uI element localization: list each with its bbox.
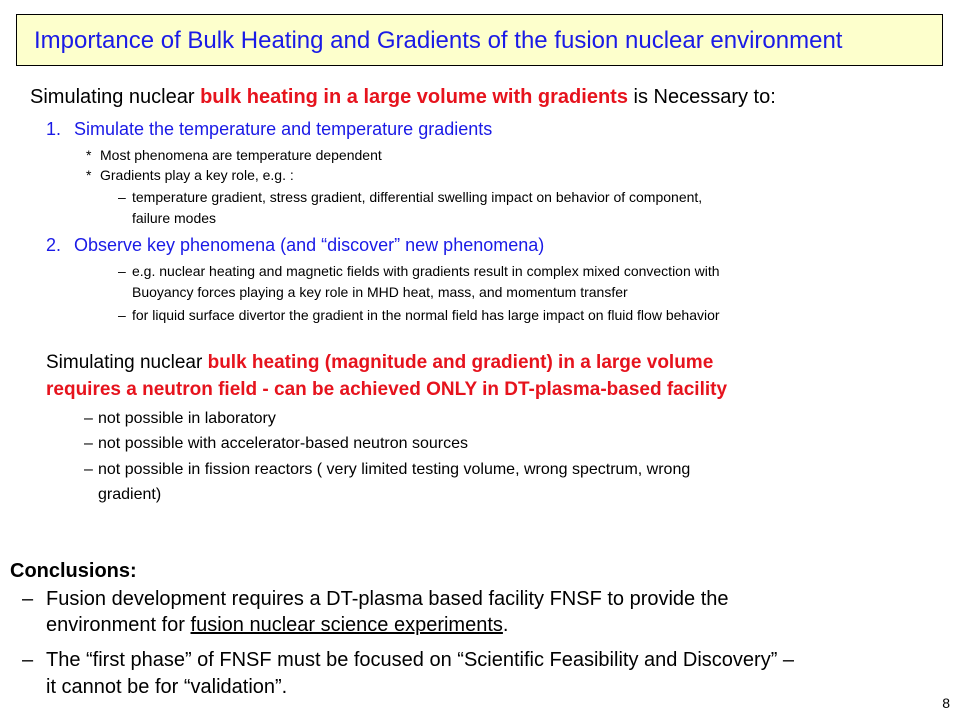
item-1-text: Simulate the temperature and temperature gradients	[74, 119, 493, 139]
item-1	[46, 119, 492, 140]
sim2-highlight-1: bulk heating (magnitude and gradient) in a large volume	[207, 352, 714, 373]
sim2-bullet-3-cont: gradient)	[98, 486, 162, 503]
dash-symbol: –	[84, 435, 93, 452]
page-number: 8	[942, 695, 950, 711]
dash-text: e.g. nuclear heating and magnetic fields with gradients result in complex mixed convection with	[132, 263, 720, 279]
dash-text: for liquid surface divertor the gradient in the normal field has large impact on fluid flow behavior	[132, 307, 720, 323]
dash-text: temperature gradient, stress gradient, differential swelling impact on behavior of component,	[132, 189, 703, 205]
intro-text	[30, 86, 776, 109]
item-1-dash-1-cont: failure modes	[132, 210, 217, 226]
bullet-text: not possible with accelerator-based neutron sources	[98, 435, 468, 452]
bullet-text: not possible in fission reactors ( very limited testing volume, wrong spectrum, wrong	[98, 461, 691, 478]
dash-symbol: –	[118, 189, 126, 205]
item-2-dash-1	[118, 263, 720, 279]
item-2-number: 2.	[46, 235, 62, 255]
sim2-bullet-3	[84, 461, 690, 479]
sim2-prefix: Simulating nuclear	[46, 352, 208, 373]
conclusion-1-cont	[46, 614, 508, 637]
star-text: Gradients play a key role, e.g. :	[100, 167, 294, 183]
conclusion-1	[22, 588, 729, 611]
underlined-text: fusion nuclear science experiments	[190, 614, 503, 636]
bullet-text: not possible in laboratory	[98, 410, 276, 427]
sim2-bullet-2	[84, 435, 468, 453]
sim2-line-2	[46, 379, 727, 401]
sim2-bullet-1	[84, 410, 276, 428]
intro-suffix: is Necessary to:	[627, 86, 776, 108]
conclusions-heading: Conclusions:	[10, 560, 137, 582]
item-2-text: Observe key phenomena (and “discover” new phenomena)	[74, 235, 545, 255]
intro-highlight: bulk heating in a large volume with gradients	[200, 86, 628, 108]
dash-symbol: –	[118, 307, 126, 323]
star-symbol: *	[86, 167, 92, 183]
slide-title: Importance of Bulk Heating and Gradients of the fusion nuclear environment	[34, 27, 843, 54]
conclusion-text: Fusion development requires a DT-plasma based facility FNSF to provide the	[46, 588, 729, 610]
star-symbol: *	[86, 147, 92, 163]
item-2	[46, 235, 544, 256]
item-2-dash-2	[118, 307, 720, 323]
dash-symbol: –	[118, 263, 126, 279]
dash-symbol: –	[84, 461, 93, 478]
item-1-star-1	[86, 147, 382, 163]
conclusion-text: environment for	[46, 614, 191, 636]
dash-symbol: –	[22, 588, 34, 610]
conclusion-2-cont: it cannot be for “validation”.	[46, 676, 288, 698]
dash-symbol: –	[84, 410, 93, 427]
item-2-dash-1-cont: Buoyancy forces playing a key role in MHD heat, mass, and momentum transfer	[132, 284, 628, 300]
item-1-dash-1	[118, 189, 702, 205]
conclusion-text: The “first phase” of FNSF must be focused on “Scientific Feasibility and Discovery” –	[46, 649, 795, 671]
star-text: Most phenomena are temperature dependent	[100, 147, 382, 163]
sim2-highlight-2: requires a neutron field - can be achieved ONLY in DT-plasma-based facility	[46, 379, 728, 400]
dash-symbol: –	[22, 649, 34, 671]
sim2-line-1	[46, 352, 713, 374]
conclusion-text: .	[502, 614, 509, 636]
item-1-star-2	[86, 167, 294, 183]
intro-prefix: Simulating nuclear	[30, 86, 201, 108]
item-1-number: 1.	[46, 119, 62, 139]
conclusion-2	[22, 649, 794, 672]
